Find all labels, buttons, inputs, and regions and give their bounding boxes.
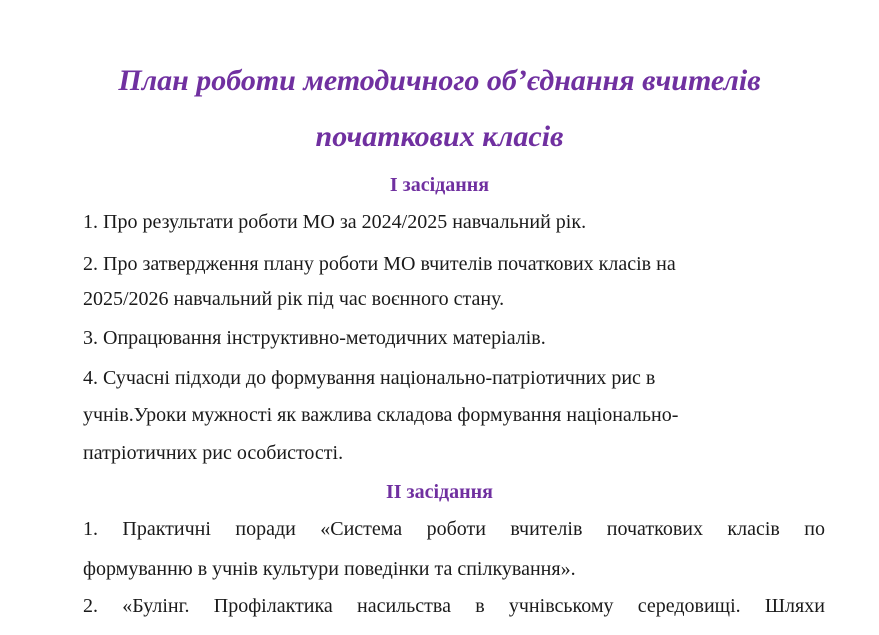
word: Шляхи	[764, 595, 825, 617]
meeting-1-item-2-line-1: 2. Про затвердження плану роботи МО вчителів початкових класів на	[83, 253, 676, 275]
word: «Система	[320, 518, 403, 540]
meeting-2-item-2-line-1	[83, 595, 825, 618]
meeting-1-item-2-line-2: 2025/2026 навчальний рік під час воєнного стану.	[83, 288, 505, 310]
meeting-1-item-4-line-2: учнів.Уроки мужності як важлива складова формування національно-	[83, 404, 679, 426]
word: 1.	[83, 518, 98, 540]
meeting-1-item-3: 3. Опрацювання інструктивно-методичних матеріалів.	[83, 327, 546, 349]
word: поради	[235, 518, 296, 540]
word: по	[804, 518, 825, 540]
word: середовищі.	[637, 595, 741, 617]
meeting-1-heading: І засідання	[389, 174, 490, 196]
meeting-2-heading: ІІ засідання	[385, 481, 494, 503]
word: класів	[727, 518, 780, 540]
word: вчителів	[510, 518, 583, 540]
document-title-line-2: початкових класів	[315, 120, 564, 153]
word: початкових	[606, 518, 703, 540]
word: «Булінг.	[122, 595, 190, 617]
word: насильства	[357, 595, 451, 617]
word: Практичні	[122, 518, 211, 540]
meeting-2-item-1-line-2: формуванню в учнів культури поведінки та спілкування».	[83, 558, 576, 580]
word: Профілактика	[213, 595, 333, 617]
document-title-line-1: План роботи методичного об’єднання вчителів	[118, 64, 761, 97]
word: 2.	[83, 595, 98, 617]
meeting-1-item-4-line-3: патріотичних рис особистості.	[83, 442, 344, 464]
word: в	[475, 595, 485, 617]
meeting-1-item-4-line-1: 4. Сучасні підходи до формування національно-патріотичних рис в	[83, 367, 656, 389]
word: роботи	[426, 518, 486, 540]
meeting-2-item-1-line-1	[83, 518, 825, 541]
word: учнівському	[508, 595, 614, 617]
meeting-1-item-1: 1. Про результати роботи МО за 2024/2025 навчальний рік.	[83, 211, 587, 233]
